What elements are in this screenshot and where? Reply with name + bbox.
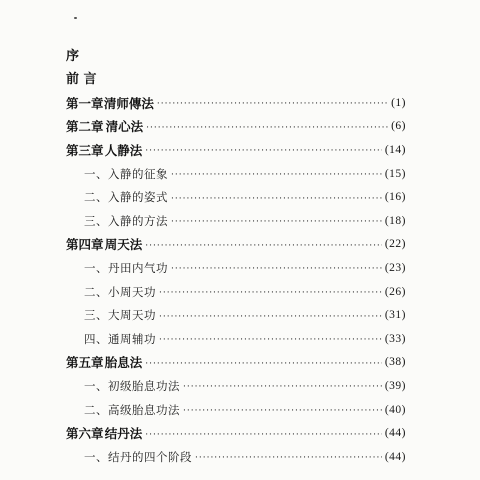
dot-leader (145, 242, 382, 251)
section-title: 三、大周天功 (84, 308, 156, 323)
chapter-number: 第四章 (66, 237, 104, 253)
preface-entry: 序 (66, 49, 80, 64)
toc-section (66, 162, 406, 186)
chapter-number: 第五章 (66, 355, 104, 371)
toc-section (66, 209, 406, 233)
dot-leader (157, 100, 388, 109)
chapter-title: 清师傳法 (103, 95, 154, 111)
chapter-number: 第一章 (66, 95, 104, 111)
chapter-title: 胎息法 (104, 355, 143, 371)
toc-section (66, 280, 406, 304)
toc-section (66, 303, 406, 327)
dot-leader (183, 407, 382, 416)
toc-chapter-4 (66, 233, 406, 257)
chapter-title: 人静法 (104, 142, 143, 158)
toc-section (66, 256, 406, 280)
toc-section (66, 374, 406, 398)
scan-speck (74, 17, 77, 19)
dot-leader (159, 313, 382, 322)
page-number: (23) (384, 261, 406, 274)
page-number: (40) (384, 403, 406, 416)
toc-section (66, 398, 406, 422)
section-title: 一、入静的征象 (84, 166, 168, 181)
toc-chapter-5 (66, 351, 406, 375)
toc-chapter-1 (66, 91, 406, 115)
page-number: (31) (384, 309, 406, 322)
toc-chapter-6 (66, 421, 406, 445)
section-title: 四、通周辅功 (84, 331, 156, 346)
dot-leader (171, 195, 382, 204)
page-number: (39) (384, 379, 406, 392)
dot-leader (195, 454, 382, 463)
dot-leader (171, 265, 382, 274)
dot-leader (145, 431, 382, 440)
page-number: (15) (384, 167, 406, 180)
dot-leader (171, 218, 382, 227)
dot-leader (146, 124, 388, 133)
section-title: 一、丹田内气功 (84, 260, 168, 275)
section-title: 三、入静的方法 (84, 213, 168, 228)
page-number: (26) (384, 285, 406, 298)
page-number: (44) (384, 450, 406, 463)
page-number: (33) (384, 332, 406, 345)
chapter-number: 第六章 (66, 426, 104, 442)
chapter-title: 清心法 (105, 119, 144, 135)
dot-leader (145, 360, 382, 369)
page-number: (22) (384, 238, 406, 251)
chapter-number: 第三章 (66, 142, 104, 158)
toc-chapter-2 (66, 115, 406, 139)
dot-leader (159, 289, 382, 298)
page-number: (38) (384, 356, 406, 369)
chapter-number: 第二章 (66, 119, 104, 135)
section-title: 二、入静的姿式 (84, 190, 168, 205)
page-number: (1) (391, 96, 406, 109)
section-title: 一、初级胎息功法 (84, 378, 180, 393)
chapter-title: 周天法 (104, 237, 143, 253)
toc-section (66, 185, 406, 209)
toc-chapter-3 (66, 138, 406, 162)
dot-leader (145, 147, 382, 156)
section-title: 二、高级胎息功法 (84, 402, 180, 417)
toc-section (66, 327, 406, 351)
page-number: (16) (384, 191, 406, 204)
dot-leader (171, 171, 382, 180)
page-number: (6) (391, 120, 406, 133)
section-title: 二、小周天功 (84, 284, 156, 299)
section-title: 一、结丹的四个阶段 (84, 449, 192, 464)
toc-section (66, 445, 406, 469)
dot-leader (183, 383, 382, 392)
dot-leader (159, 336, 382, 345)
table-of-contents (66, 45, 406, 469)
foreword-entry: 前 言 (66, 72, 97, 87)
page-number: (44) (384, 427, 406, 440)
page-number: (18) (384, 214, 406, 227)
page-number: (14) (384, 143, 406, 156)
chapter-title: 结丹法 (104, 426, 143, 442)
